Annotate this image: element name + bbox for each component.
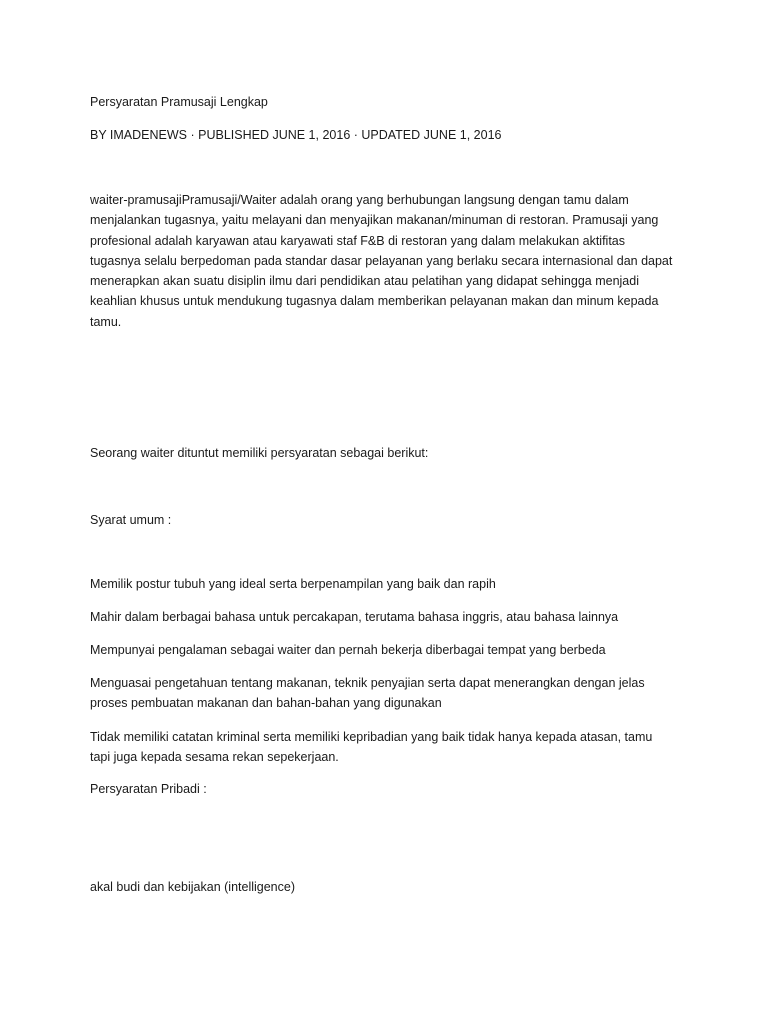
intro-line: waiter-pramusajiPramusaji/Waiter adalah orang yang berhubungan langsung dengan tamu dalam [90, 193, 629, 207]
requirement-line: tapi juga kepada sesama rekan sepekerjaan. [90, 750, 339, 765]
requirements-intro: Seorang waiter dituntut memiliki persyaratan sebagai berikut: [90, 446, 429, 460]
requirement-line: Tidak memiliki catatan kriminal serta memiliki kepribadian yang baik tidak hanya kepada atasan, tamu [90, 730, 653, 744]
document-byline: BY IMADENEWS · PUBLISHED JUNE 1, 2016 · UPDATED JUNE 1, 2016 [90, 128, 502, 142]
document-title: Persyaratan Pramusaji Lengkap [90, 95, 268, 109]
general-requirement-item: Memilik postur tubuh yang ideal serta berpenampilan yang baik dan rapih [90, 577, 496, 591]
general-requirement-item: Mahir dalam berbagai bahasa untuk percakapan, terutama bahasa inggris, atau bahasa lainnya [90, 610, 619, 624]
intro-line: tamu. [90, 314, 122, 329]
intro-paragraph [90, 190, 680, 332]
intro-line: keahlian khusus untuk mendukung tugasnya dalam memberikan pelayanan makan dan minum kepada [90, 294, 659, 309]
general-requirements-heading: Syarat umum : [90, 513, 172, 527]
personal-requirements-heading: Persyaratan Pribadi : [90, 782, 207, 796]
general-requirement-item [90, 727, 680, 768]
requirement-line: Menguasai pengetahuan tentang makanan, teknik penyajian serta dapat menerangkan dengan jelas [90, 676, 645, 690]
general-requirement-item [90, 673, 680, 714]
requirement-line: proses pembuatan makanan dan bahan-bahan yang digunakan [90, 696, 442, 711]
general-requirement-item: Mempunyai pengalaman sebagai waiter dan pernah bekerja diberbagai tempat yang berbeda [90, 643, 606, 657]
intro-line: menerapkan akan suatu disiplin ilmu dari pendidikan atau pelatihan yang didapat sehingga menjadi [90, 274, 639, 289]
intro-line: tugasnya selalu berpedoman pada standar dasar pelayanan yang berlaku secara internasional dan dapat [90, 253, 673, 268]
intro-line: profesional adalah karyawan atau karyawati staf F&B di restoran yang dalam melakukan aktifitas [90, 233, 626, 248]
personal-requirement-item: akal budi dan kebijakan (intelligence) [90, 880, 295, 894]
intro-line: menjalankan tugasnya, yaitu melayani dan menyajikan makanan/minuman di restoran. Pramusaji yang [90, 213, 659, 228]
